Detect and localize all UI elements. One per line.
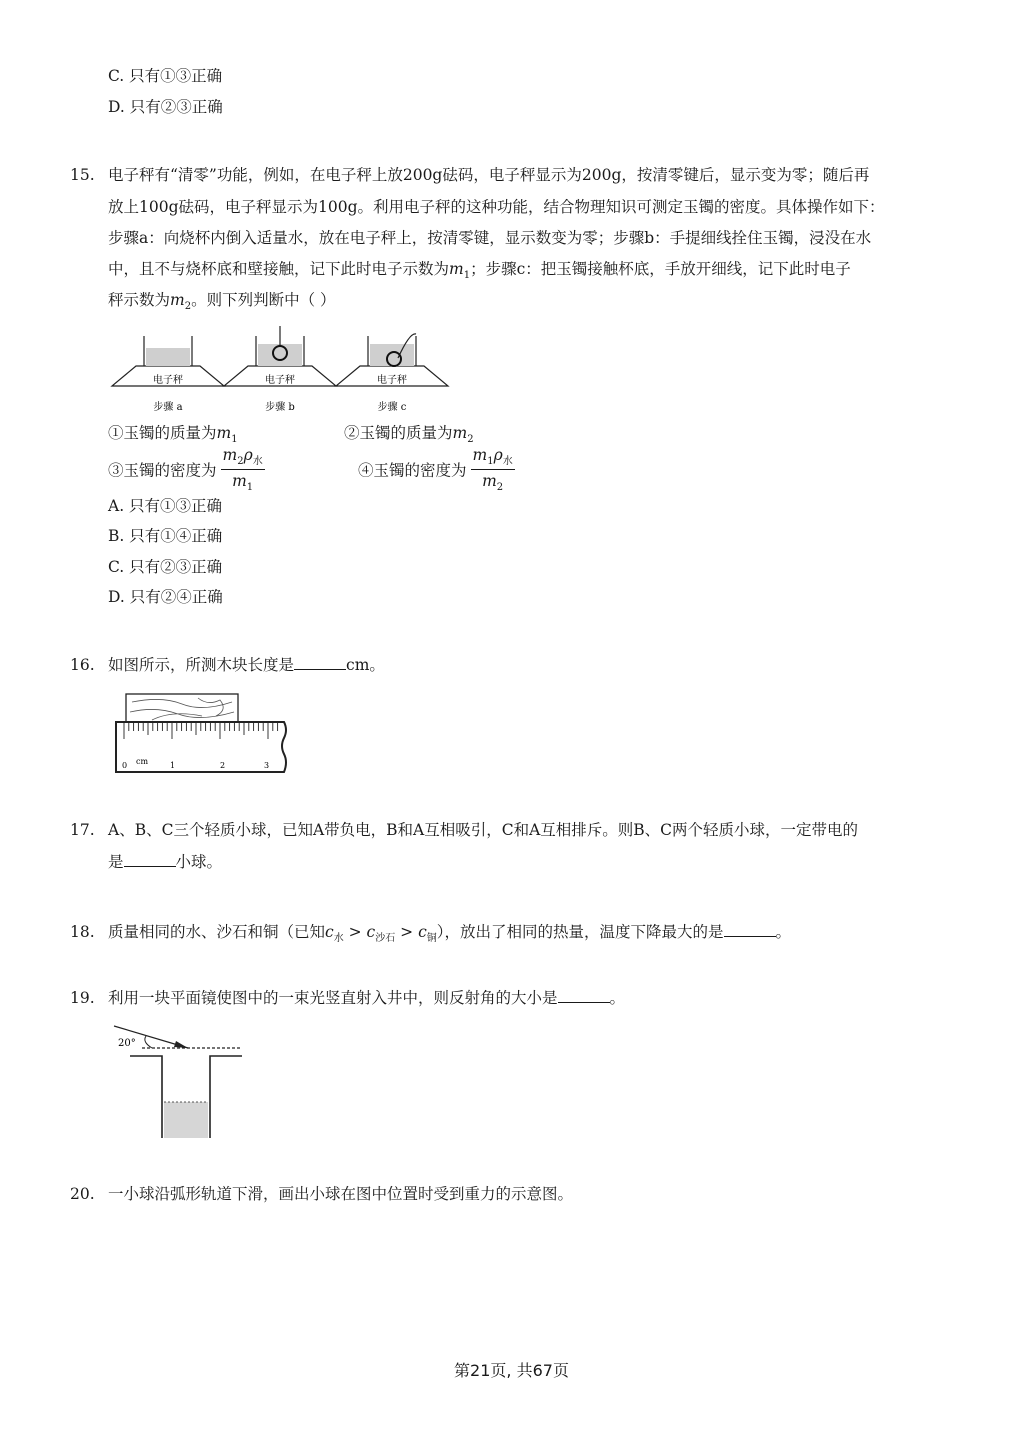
q15-option-d: D. 只有②④正确: [108, 588, 223, 606]
q16-text: 如图所示，所测木块长度是 cm。: [108, 656, 385, 674]
q18-number: 18.: [70, 923, 95, 941]
q15-density-formula-4: $\frac{m_1\rho_水}{m_2}$: [472, 446, 513, 494]
q15-statement-4: ④玉镯的密度为 $\frac{m_1\rho_水}{m_2}$: [358, 446, 513, 494]
q15-statement-1: ①玉镯的质量为$m_1$: [108, 424, 238, 446]
step-label-a: 步骤 a: [153, 402, 183, 413]
q15-m2-symbol: $m_2$: [170, 291, 192, 313]
ruler-label-1: 1: [170, 761, 176, 770]
step-label-b: 步骤 b: [265, 402, 295, 413]
q17-answer-blank[interactable]: [124, 852, 176, 867]
scale-step-c: [336, 334, 448, 413]
page-footer: 第21页, 共67页: [454, 1361, 569, 1380]
q15-option-a: A. 只有①③正确: [108, 497, 223, 515]
q20-text: 一小球沿弧形轨道下滑，画出小球在图中位置时受到重力的示意图。: [108, 1185, 574, 1203]
q15-option-c: C. 只有②③正确: [108, 558, 223, 576]
q19-well-figure: [112, 1022, 252, 1144]
q17-line-1: A、B、C三个轻质小球，已知A带负电，B和A互相吸引，C和A互相排斥。则B、C两个轻质小球，一定带电的: [108, 821, 859, 839]
q19-answer-blank[interactable]: [558, 988, 610, 1003]
scale-step-a: [112, 336, 224, 413]
q15-statement-3: ③玉镯的密度为 $\frac{m_2\rho_水}{m_1}$: [108, 446, 263, 494]
wood-block: [126, 694, 238, 722]
q15-scales-figure: [110, 322, 455, 418]
light-ray: [114, 1026, 188, 1049]
q15-m1-symbol: $m_1$: [449, 260, 471, 282]
q16-answer-blank[interactable]: [294, 655, 346, 670]
ruler-label-2: 2: [220, 761, 226, 770]
q18-answer-blank[interactable]: [724, 922, 776, 937]
q18-c-water: $c_水$: [325, 923, 344, 945]
q18-c-copper: $c_铜$: [418, 923, 437, 945]
scale-step-b: [224, 326, 336, 413]
q15-line-2: 放上100g砝码，电子秤显示为100g。利用电子秤的这种功能，结合物理知识可测定玉镯的密度。具体操作如下：: [108, 198, 885, 216]
q16-number: 16.: [70, 656, 95, 674]
q15-statement-2: ②玉镯的质量为$m_2$: [344, 424, 474, 446]
ruler-label-3: 3: [264, 761, 270, 770]
q15-line-5a: 秤示数为: [108, 291, 171, 309]
q15-line-4a: 中，且不与烧杯底和壁接触，记下此时电子示数为: [108, 260, 450, 278]
q17-number: 17.: [70, 821, 95, 839]
ruler-ticks: [124, 723, 278, 739]
ruler: [116, 722, 286, 772]
well-water: [164, 1102, 208, 1138]
q14-option-d: D. 只有②③正确: [108, 98, 223, 116]
q15-number: 15.: [70, 166, 95, 184]
q15-option-b: B. 只有①④正确: [108, 527, 223, 545]
q19-number: 19.: [70, 989, 95, 1007]
q15-line-4b: ；步骤c：把玉镯接触杯底，手放开细线，记下此时电子: [470, 260, 851, 278]
q15-density-formula-3: $\frac{m_2\rho_水}{m_1}$: [222, 446, 263, 494]
q15-line-5: [108, 290, 336, 317]
step-label-c: 步骤 c: [377, 402, 407, 413]
q18-text: 质量相同的水、沙石和铜（已知$c_水 > c_{沙石} > c_铜$），放出了相同的热量，温度下降最大的是 。: [108, 923, 792, 945]
q19-text: 利用一块平面镜使图中的一束光竖直射入井中，则反射角的大小是 。: [108, 989, 626, 1007]
q15-line-1: 电子秤有“清零”功能，例如，在电子秤上放200g砝码，电子秤显示为200g，按清零键后，显示变为零；随后再: [108, 166, 870, 184]
q14-option-c: C. 只有①③正确: [108, 67, 223, 85]
q20-number: 20.: [70, 1185, 95, 1203]
scale-label-b: 电子秤: [265, 375, 295, 386]
q16-ruler-figure: [112, 692, 302, 776]
scale-label-c: 电子秤: [377, 375, 407, 386]
angle-label: 20°: [118, 1038, 136, 1049]
ruler-label-0: 0: [122, 761, 128, 770]
scale-label-a: 电子秤: [153, 375, 183, 386]
q18-c-sand: $c_{沙石}$: [366, 923, 396, 945]
q15-line-5b: 。则下列判断中（ ）: [191, 291, 336, 309]
q15-line-4: [108, 259, 851, 286]
well: [130, 1056, 242, 1138]
q15-line-3: 步骤a：向烧杯内倒入适量水，放在电子秤上，按清零键，显示数变为零；步骤b：手提细线拴住玉镯，浸没在水: [108, 229, 872, 247]
ruler-label-cm: cm: [136, 757, 149, 766]
q17-line-2: 是 小球。: [108, 853, 223, 871]
